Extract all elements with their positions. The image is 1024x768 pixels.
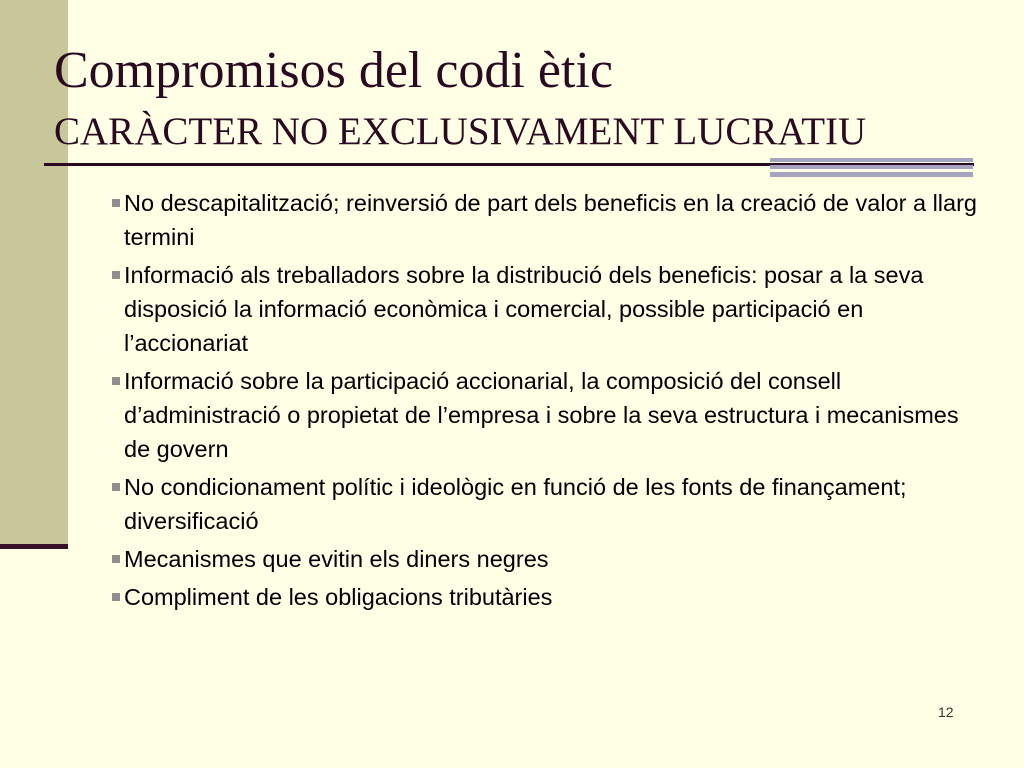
bullet-text: Mecanismes que evitin els diners negres	[124, 546, 549, 572]
bullet-square-icon	[112, 593, 120, 601]
bullet-text: No condicionament polític i ideològic en funció de les fonts de finançament; diversificació	[124, 474, 907, 534]
bullet-item	[108, 258, 988, 360]
bullet-square-icon	[112, 377, 120, 385]
bullet-item	[108, 364, 988, 466]
bullet-item	[108, 186, 988, 254]
bullet-square-icon	[112, 483, 120, 491]
bullet-text: Informació als treballadors sobre la distribució dels beneficis: posar a la seva disposició la informació econòmica i comercial, possible participació en l’accionariat	[124, 262, 924, 356]
side-bar-underline	[0, 544, 68, 549]
bullet-text: Compliment de les obligacions tributàries	[124, 584, 553, 610]
bullet-square-icon	[112, 555, 120, 563]
slide-subtitle: CARÀCTER NO EXCLUSIVAMENT LUCRATIU	[54, 110, 867, 153]
slide-title: Compromisos del codi ètic	[54, 42, 613, 99]
bullet-item	[108, 542, 988, 576]
bullet-text: No descapitalització; reinversió de part dels beneficis en la creació de valor a llarg termini	[124, 190, 977, 250]
bullet-square-icon	[112, 271, 120, 279]
bullet-item	[108, 470, 988, 538]
bullet-list	[108, 186, 988, 618]
page-number: 12	[938, 704, 954, 720]
bullet-text: Informació sobre la participació accionarial, la composició del consell d’administració o propietat de l’empresa i sobre la seva estructura i mecanismes de govern	[124, 368, 959, 462]
title-divider-accent	[770, 158, 973, 177]
bullet-item	[108, 580, 988, 614]
bullet-square-icon	[112, 199, 120, 207]
